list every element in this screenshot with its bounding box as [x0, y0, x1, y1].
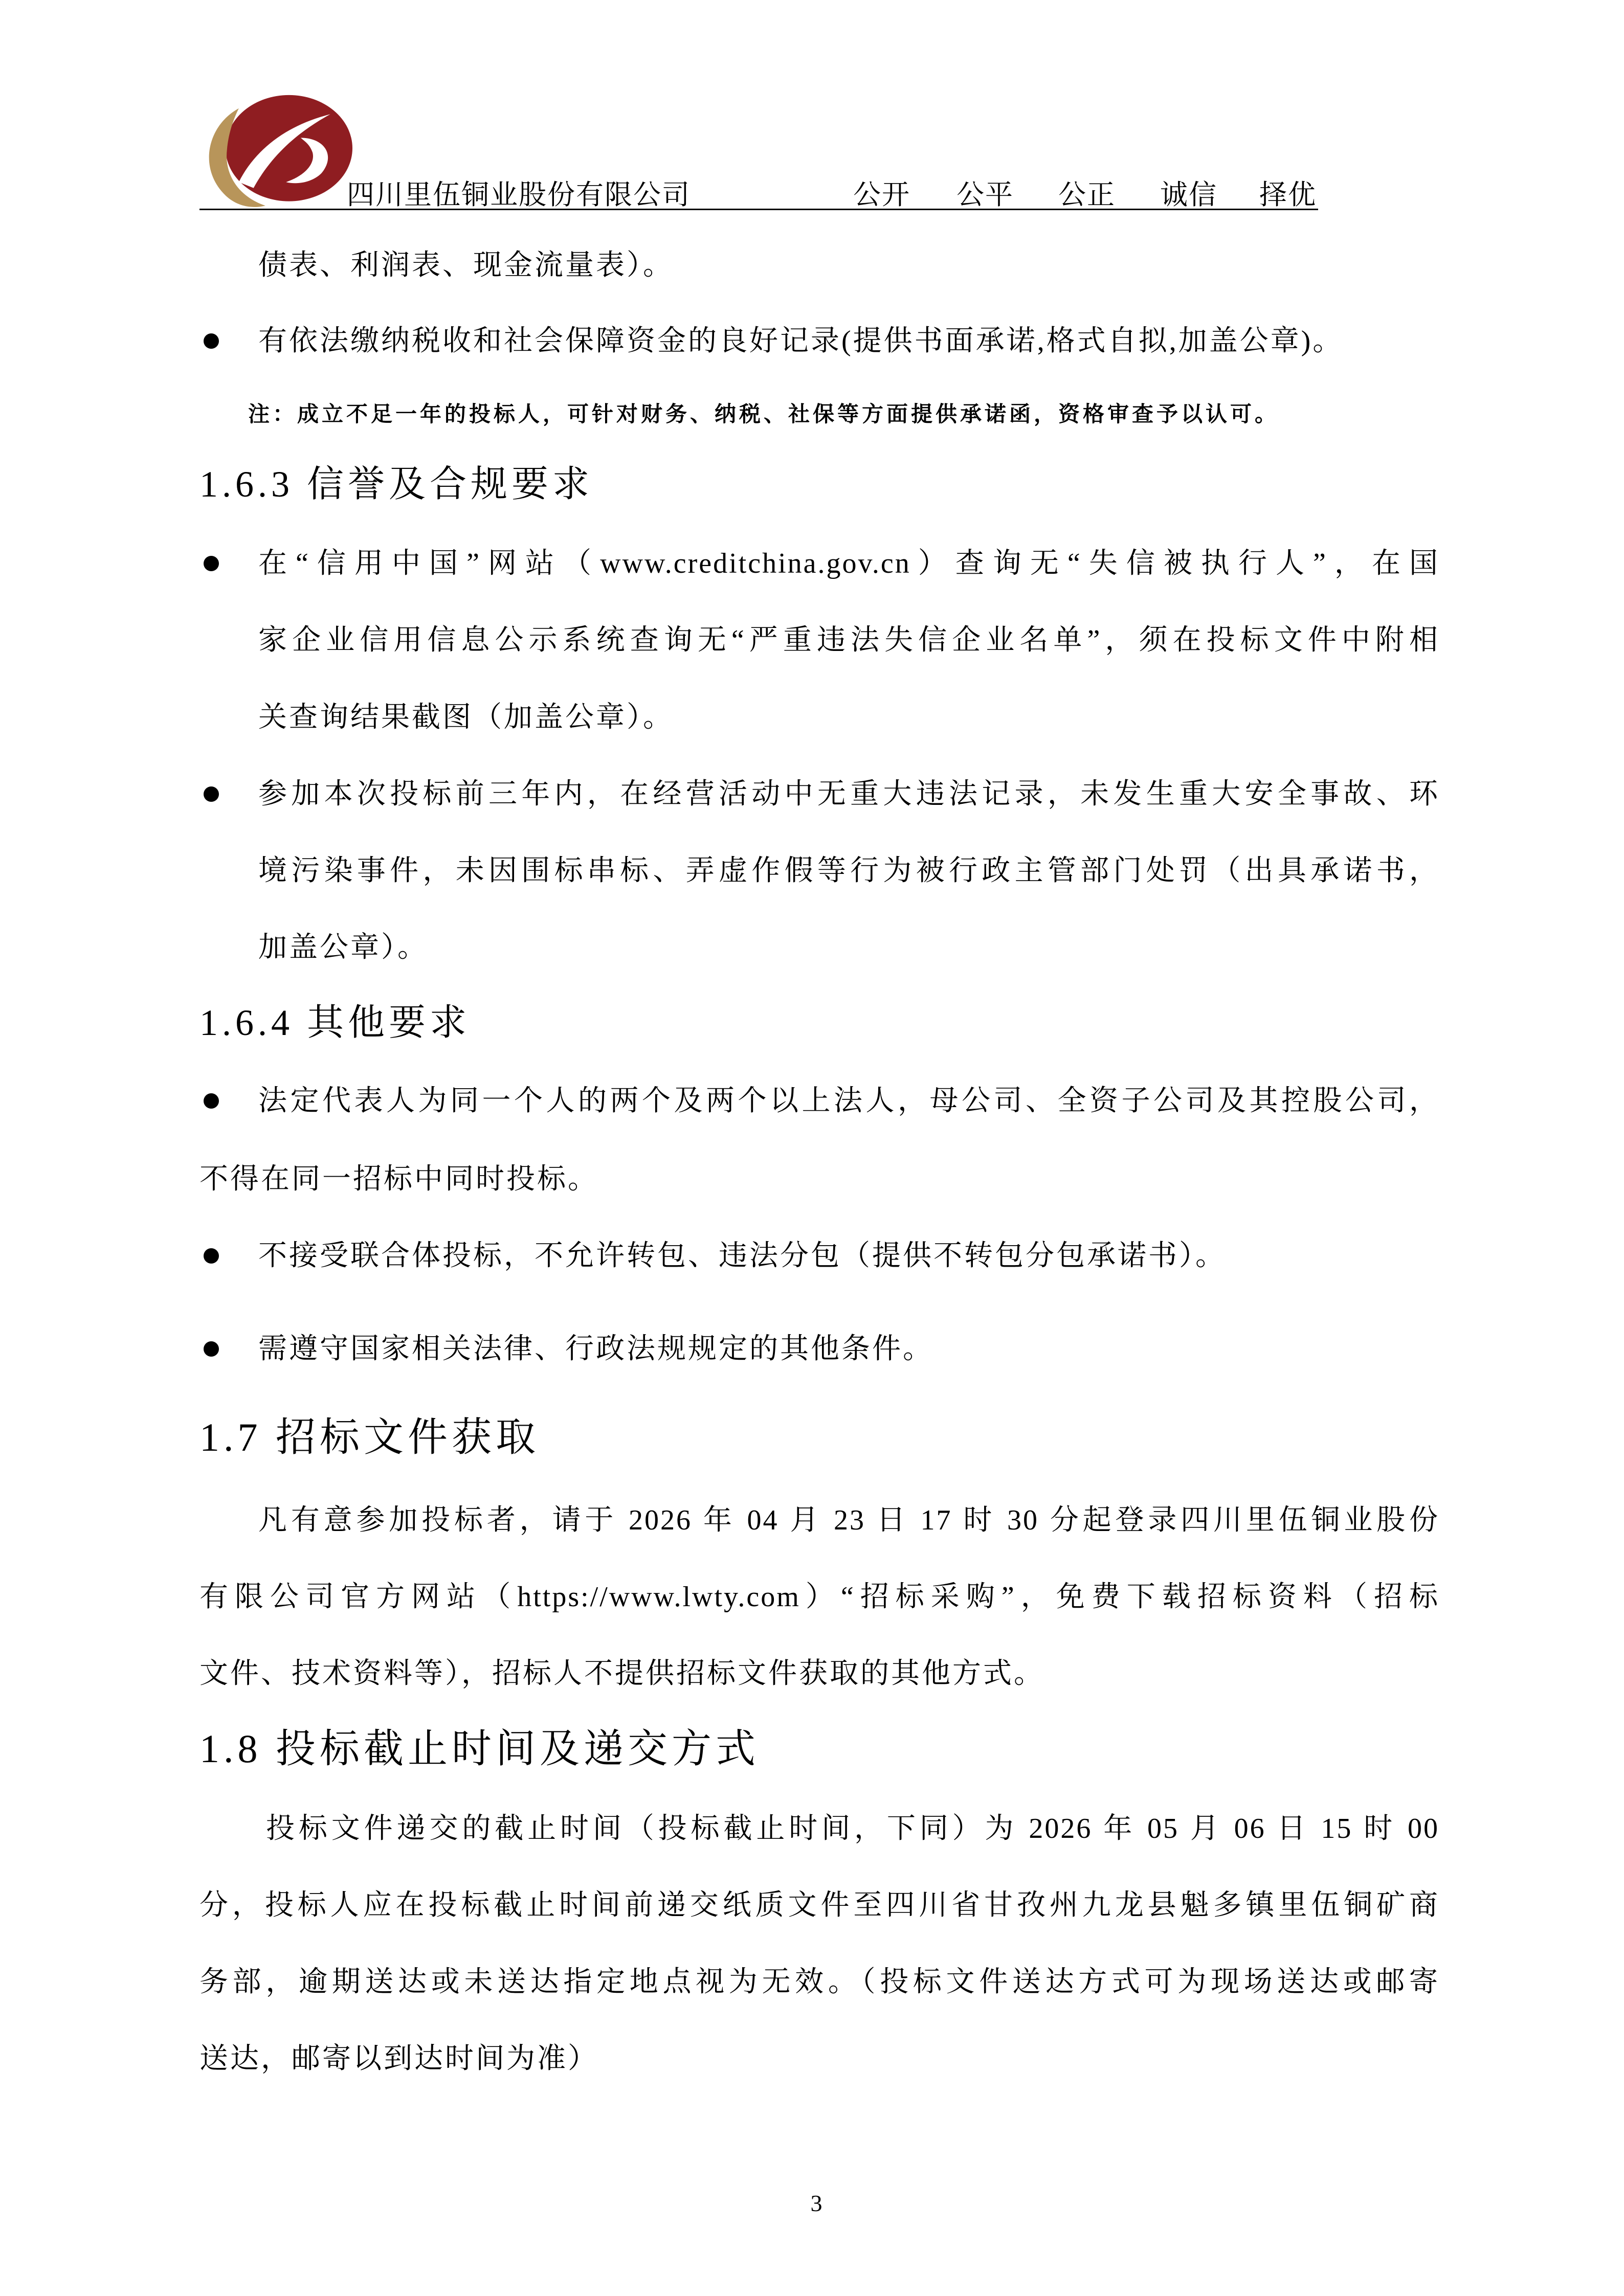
slogan-item: 诚信	[1160, 179, 1217, 210]
bullet-text-line: 法定代表人为同一个人的两个及两个以上法人，母公司、全资子公司及其控股公司，	[258, 1085, 1439, 1117]
section-heading: 1.8 投标截止时间及递交方式	[199, 1726, 760, 1771]
paragraph-line: 债表、利润表、现金流量表）。	[258, 250, 674, 281]
bullet-icon	[204, 1248, 219, 1264]
paragraph-line: 凡有意参加投标者，请于 2026 年 04 月 23 日 17 时 30 分起登录四川里伍铜业股份	[258, 1504, 1439, 1536]
paragraph-line: 分，投标人应在投标截止时间前递交纸质文件至四川省甘孜州九龙县魁多镇里伍铜矿商	[199, 1889, 1439, 1921]
paragraph-line: 文件、技术资料等），招标人不提供招标文件获取的其他方式。	[199, 1658, 1044, 1690]
bullet-text-line: 参加本次投标前三年内，在经营活动中无重大违法记录，未发生重大安全事故、环	[258, 778, 1439, 810]
slogan-item: 公开	[853, 179, 910, 210]
bullet-text-line: 境污染事件，未因围标串标、弄虚作假等行为被行政主管部门处罚（出具承诺书，	[258, 855, 1439, 887]
bullet-icon	[204, 1093, 219, 1109]
paragraph-line: 送达，邮寄以到达时间为准）	[199, 2043, 598, 2075]
bullet-text-line: 加盖公章）。	[258, 932, 428, 963]
company-logo-icon	[194, 94, 357, 209]
paragraph-line: 务部，逾期送达或未送达指定地点视为无效。（投标文件送达方式可为现场送达或邮寄	[199, 1966, 1439, 1998]
note-text: 注：成立不足一年的投标人，可针对财务、纳税、社保等方面提供承诺函，资格审查予以认可。	[248, 403, 1280, 426]
slogan-item: 择优	[1259, 179, 1317, 210]
bullet-text-line: 不接受联合体投标，不允许转包、违法分包（提供不转包分包承诺书）。	[258, 1240, 1226, 1272]
company-name: 四川里伍铜业股份有限公司	[347, 179, 691, 210]
bullet-icon	[204, 1341, 219, 1357]
section-heading: 1.7 招标文件获取	[199, 1415, 540, 1459]
bullet-text-line: 需遵守国家相关法律、行政法规规定的其他条件。	[258, 1333, 933, 1365]
bullet-icon	[204, 333, 219, 349]
header-rule	[199, 209, 1318, 210]
paragraph-line: 有限公司官方网站（https://www.lwty.com）“招标采购”，免费下载招标资料（招标	[199, 1581, 1439, 1613]
section-heading: 1.6.3 信誉及合规要求	[199, 464, 594, 505]
bullet-text-line: 在“信用中国”网站（www.creditchina.gov.cn）查询无“失信被执行人”，在国	[258, 548, 1439, 579]
bullet-icon	[204, 556, 219, 571]
slogan-item: 公平	[956, 179, 1014, 210]
bullet-icon	[204, 786, 219, 802]
paragraph-line: 投标文件递交的截止时间（投标截止时间，下同）为 2026 年 05 月 06 日 15 时 00	[266, 1813, 1440, 1844]
page-number: 3	[810, 2190, 822, 2216]
bullet-text-line: 关查询结果截图（加盖公章）。	[258, 702, 674, 733]
slogan-item: 公正	[1058, 179, 1116, 210]
bullet-text-line: 家企业信用信息公示系统查询无“严重违法失信企业名单”，须在投标文件中附相	[258, 624, 1439, 656]
section-heading: 1.6.4 其他要求	[199, 1002, 471, 1043]
bullet-text: 有依法缴纳税收和社会保障资金的良好记录(提供书面承诺,格式自拟,加盖公章)。	[258, 325, 1344, 357]
bullet-text-line: 不得在同一招标中同时投标。	[199, 1163, 598, 1195]
